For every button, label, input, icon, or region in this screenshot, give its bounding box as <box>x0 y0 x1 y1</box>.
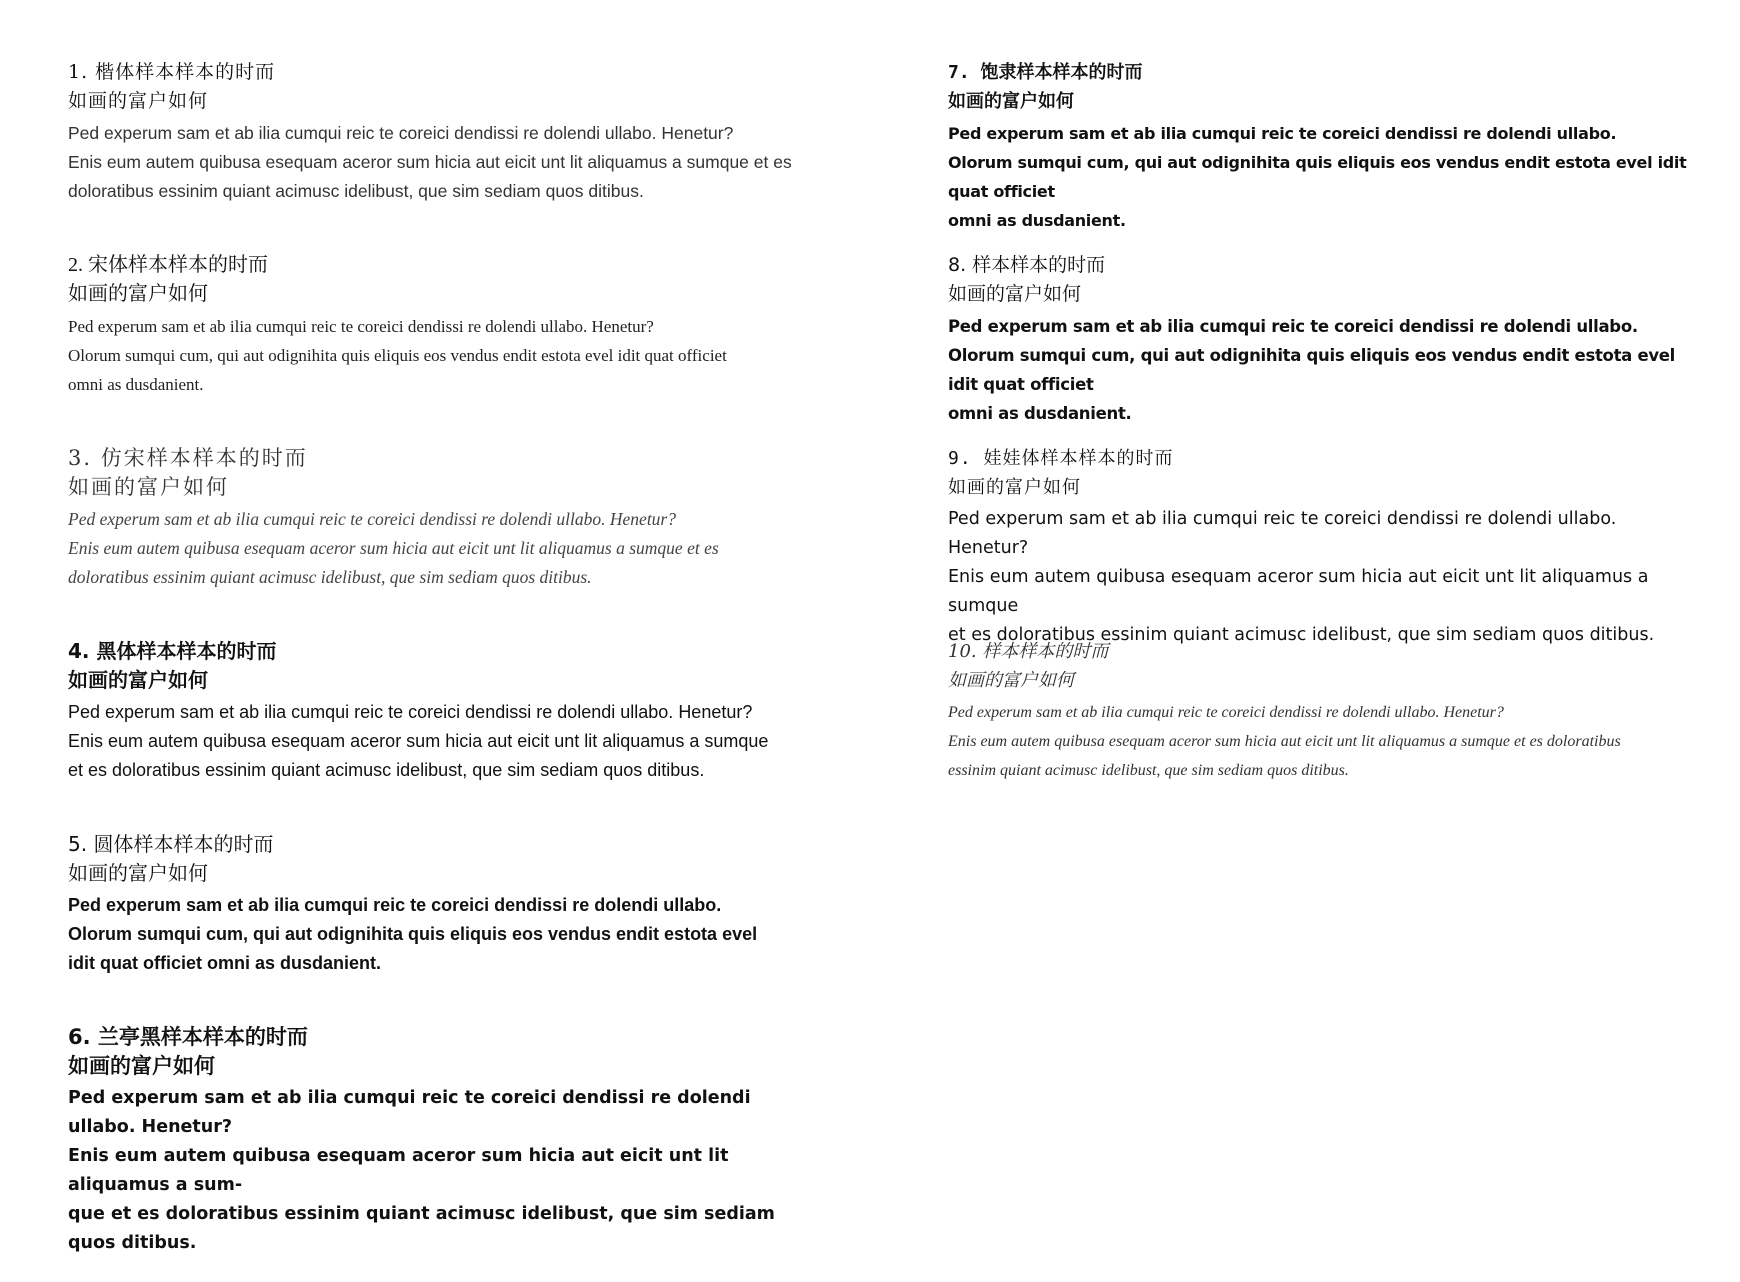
font-sample-7 <box>948 58 1688 251</box>
sample-subtitle: 如画的富户如何 <box>68 475 229 499</box>
body-line: omni as dusdanient. <box>68 375 204 394</box>
sample-subtitle: 如画的富户如何 <box>68 668 208 692</box>
body-line: Ped experum sam et ab ilia cumqui reic te coreici dendissi re dolendi ullabo. <box>948 124 1617 143</box>
body-line: Olorum sumqui cum, qui aut odignihita quis eliquis eos vendus endit estota evel idit quat officiet <box>948 346 1676 394</box>
body-line: omni as dusdanient. <box>948 404 1132 423</box>
sample-title: 5. 圆体样本样本的时而 <box>68 832 274 856</box>
font-sample-6 <box>68 1023 808 1253</box>
sample-subtitle: 如画的富户如何 <box>948 283 1082 305</box>
font-sample-9 <box>948 444 1688 645</box>
body-line: Ped experum sam et ab ilia cumqui reic te coreici dendissi re dolendi ullabo. Henetur? <box>948 704 1504 721</box>
body-line: Ped experum sam et ab ilia cumqui reic te coreici dendissi re dolendi ullabo. Henetur? <box>68 123 734 143</box>
sample-body <box>68 312 808 399</box>
body-line: omni as dusdanient. <box>948 211 1126 230</box>
font-sample-8 <box>948 251 1688 444</box>
sample-title: 9. 娃娃体样本样本的时而 <box>948 448 1174 469</box>
body-line: Ped experum sam et ab ilia cumqui reic te coreici dendissi re dolendi ullabo. <box>948 317 1638 336</box>
font-sample-2 <box>68 251 808 444</box>
body-line: Enis eum autem quibusa esequam aceror sum hicia aut eicit unt lit aliquamus a sumque et es <box>68 152 792 172</box>
sample-title: 1. 楷体样本样本的时而 <box>68 61 276 83</box>
sample-body <box>948 505 1688 650</box>
body-line: Enis eum autem quibusa esequam aceror sum hicia aut eicit unt lit aliquamus a sumque et es <box>68 538 719 558</box>
sample-body <box>68 1084 808 1258</box>
body-line: doloratibus essinim quiant acimusc idelibust, que sim sediam quos ditibus. <box>68 567 592 587</box>
body-line: Enis eum autem quibusa esequam aceror sum hicia aut eicit unt lit aliquamus a sumque <box>68 731 769 751</box>
font-sample-3 <box>68 444 808 637</box>
body-line: Ped experum sam et ab ilia cumqui reic te coreici dendissi re dolendi ullabo. Henetur? <box>948 509 1617 558</box>
body-line: Ped experum sam et ab ilia cumqui reic te coreici dendissi re dolendi ullabo. Henetur? <box>68 1088 751 1137</box>
body-line: idit quat officiet omni as dusdanient. <box>68 953 382 973</box>
sample-body <box>68 698 808 785</box>
sample-title: 4. 黑体样本样本的时而 <box>68 639 277 663</box>
body-line: Ped experum sam et ab ilia cumqui reic te coreici dendissi re dolendi ullabo. Henetur? <box>68 317 654 336</box>
sample-title: 7. 饱隶样本样本的时而 <box>948 62 1143 83</box>
sample-subtitle: 如画的富户如何 <box>948 477 1081 498</box>
sample-subtitle: 如画的富户如何 <box>68 90 209 112</box>
font-sample-10 <box>948 637 1688 830</box>
body-line: et es doloratibus essinim quiant acimusc idelibust, que sim sediam quos ditibus. <box>68 760 705 780</box>
body-line: et es doloratibus essinim quiant acimusc idelibust, que sim sediam quos ditibus. <box>948 625 1655 645</box>
body-line: Olorum sumqui cum, qui aut odignihita quis eliquis eos vendus endit estota evel idit quat officiet <box>68 346 727 365</box>
body-line: Ped experum sam et ab ilia cumqui reic te coreici dendissi re dolendi ullabo. Henetur? <box>68 509 676 529</box>
body-line: Ped experum sam et ab ilia cumqui reic te coreici dendissi re dolendi ullabo. <box>68 895 722 915</box>
sample-subtitle: 如画的富户如何 <box>948 670 1074 691</box>
sample-subtitle: 如画的富户如何 <box>68 1054 215 1078</box>
font-sample-5 <box>68 830 808 1023</box>
sample-title: 3. 仿宋样本样本的时而 <box>68 446 308 470</box>
body-line: Enis eum autem quibusa esequam aceror sum hicia aut eicit unt lit aliquamus a sum- <box>68 1146 729 1195</box>
body-line: Olorum sumqui cum, qui aut odignihita quis eliquis eos vendus endit estota evel <box>68 924 758 944</box>
sample-title: 10. 样本样本的时而 <box>948 641 1109 662</box>
body-line: Enis eum autem quibusa esequam aceror sum hicia aut eicit unt lit aliquamus a sumque et es doloratibus <box>948 733 1621 750</box>
sample-title: 6. 兰亭黑样本样本的时而 <box>68 1025 308 1049</box>
sample-subtitle: 如画的富户如何 <box>68 283 208 305</box>
left-column <box>68 58 808 1253</box>
body-line: Olorum sumqui cum, qui aut odignihita quis eliquis eos vendus endit estota evel idit quat officiet <box>948 153 1687 201</box>
sample-body <box>68 119 808 206</box>
sample-body <box>948 698 1688 785</box>
right-column <box>948 58 1688 830</box>
sample-subtitle: 如画的富户如何 <box>68 861 208 885</box>
body-line: Ped experum sam et ab ilia cumqui reic te coreici dendissi re dolendi ullabo. Henetur? <box>68 702 753 722</box>
body-line: Enis eum autem quibusa esequam aceror sum hicia aut eicit unt lit aliquamus a sumque <box>948 567 1649 616</box>
sample-body <box>948 312 1688 428</box>
font-sample-4 <box>68 637 808 830</box>
sample-title: 8. 样本样本的时而 <box>948 254 1106 276</box>
sample-title: 2. 宋体样本样本的时而 <box>68 254 268 276</box>
body-line: que et es doloratibus essinim quiant acimusc idelibust, que sim sediam quos ditibus. <box>68 1204 775 1253</box>
sample-body <box>68 505 808 592</box>
body-line: doloratibus essinim quiant acimusc idelibust, que sim sediam quos ditibus. <box>68 181 644 201</box>
font-sample-1 <box>68 58 808 251</box>
sample-body <box>948 119 1688 235</box>
body-line: essinim quiant acimusc idelibust, que sim sediam quos ditibus. <box>948 762 1349 779</box>
sample-body <box>68 891 808 978</box>
sample-subtitle: 如画的富户如何 <box>948 91 1074 112</box>
